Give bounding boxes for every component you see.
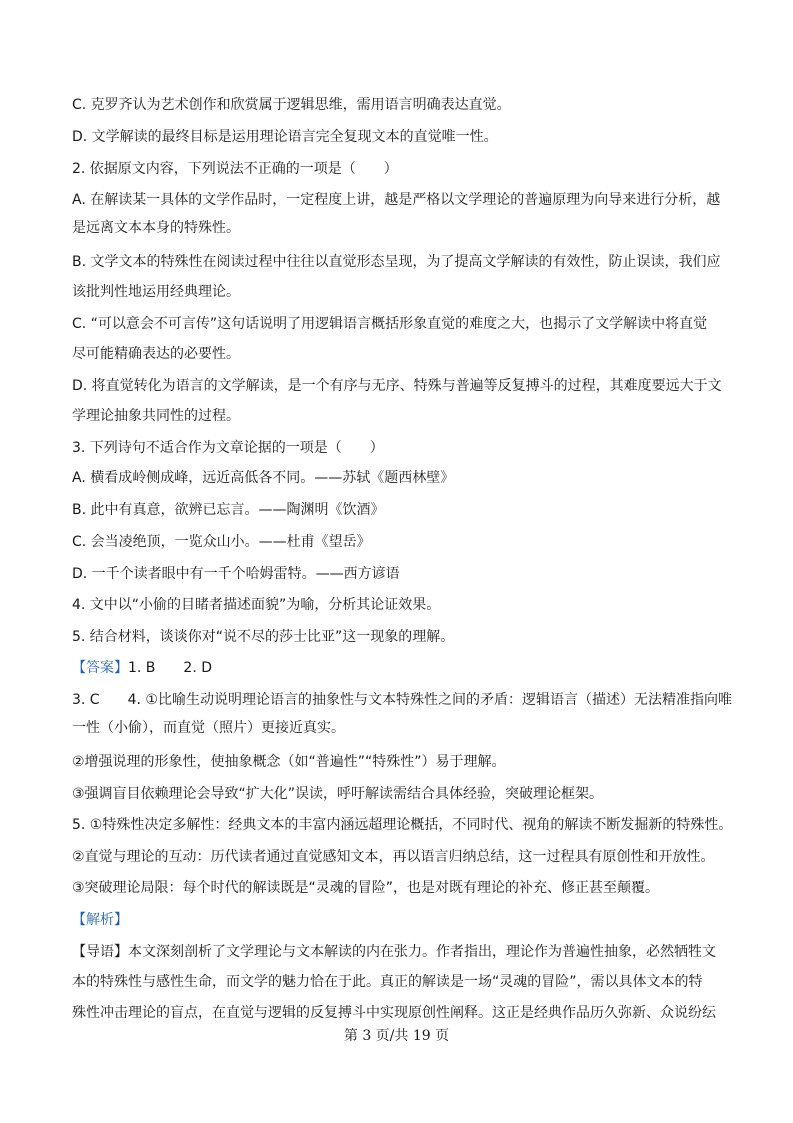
question-4: 4. 文中以“小偷的目睹者描述面貌”为喻，分析其论证效果。 — [72, 597, 441, 613]
option-c-q1: C. 克罗齐认为艺术创作和欣赏属于逻辑思维，需用语言明确表达直觉。 — [72, 97, 511, 113]
option-d-q3: D. 一千个读者眼中有一千个哈姆雷特。——西方谚语 — [72, 566, 400, 582]
question-3: 3. 下列诗句不适合作为文章论据的一项是（ ） — [72, 440, 384, 456]
answer-line-8: ③突破理论局限：每个时代的解读既是“灵魂的冒险”，也是对既有理论的补充、修正甚至颠覆。 — [72, 880, 660, 896]
page-footer: 第 3 页/共 19 页 — [343, 1028, 450, 1044]
option-d-q2-cont: 学理论抽象共同性的过程。 — [72, 408, 240, 424]
answer-1-2: 1. B 2. D — [128, 660, 212, 676]
answer-line-3: 一性（小偷），而直觉（照片）更接近真实。 — [72, 720, 345, 736]
option-b-q2: B. 文学文本的特殊性在阅读过程中往往以直觉形态呈现，为了提高文学解读的有效性，防止误读，我们应 — [72, 254, 721, 270]
option-d-q1: D. 文学解读的最终目标是运用理论语言完全复现文本的直觉唯一性。 — [72, 129, 498, 145]
analysis-tag: 【解析】 — [72, 912, 128, 928]
answer-tag: 【答案】 — [72, 660, 128, 676]
option-d-q2: D. 将直觉转化为语言的文学解读，是一个有序与无序、特殊与普遍等反复搏斗的过程，其难度要远大于文 — [72, 378, 722, 394]
option-b-q3: B. 此中有真意，欲辨已忘言。——陶渊明《饮酒》 — [72, 502, 385, 518]
answer-line-1 — [72, 658, 732, 678]
analysis-text-1: 本文深刻剖析了文学理论与文本解读的内在张力。作者指出，理论作为普遍性抽象，必然牺牲文 — [128, 944, 716, 960]
answer-line-4: ②增强说理的形象性，使抽象概念（如“普遍性”“特殊性”）易于理解。 — [72, 754, 506, 770]
option-a-q3: A. 横看成岭侧成峰，远近高低各不同。——苏轼《题西林壁》 — [72, 470, 455, 486]
question-5: 5. 结合材料，谈谈你对“说不尽的莎士比亚”这一现象的理解。 — [72, 629, 455, 645]
guide-tag: 【导语】 — [72, 944, 128, 960]
analysis-line-2: 本的特殊性与感性生命，而文学的魅力恰在于此。真正的解读是一场“灵魂的冒险”，需以具体文本的特 — [72, 974, 703, 990]
answer-line-7: ②直觉与理论的互动：历代读者通过直觉感知文本，再以语言归纳总结，这一过程具有原创性和开放性。 — [72, 849, 715, 865]
answer-line-2: 3. C 4. ①比喻生动说明理论语言的抽象性与文本特殊性之间的矛盾：逻辑语言（描述）无法精准指向唯 — [72, 692, 732, 708]
answer-line-6: 5. ①特殊性决定多解性：经典文本的丰富内涵远超理论概括，不同时代、视角的解读不断发掘新的特殊性。 — [72, 817, 733, 833]
option-a-q2-cont: 是远离文本本身的特殊性。 — [72, 220, 240, 236]
option-a-q2: A. 在解读某一具体的文学作品时，一定程度上讲，越是严格以文学理论的普遍原理为向导来进行分析，越 — [72, 192, 721, 208]
option-c-q2: C. “可以意会不可言传”这句话说明了用逻辑语言概括形象直觉的难度之大，也揭示了文学解读中将直觉 — [72, 316, 708, 332]
option-c-q2-cont: 尽可能精确表达的必要性。 — [72, 346, 240, 362]
question-2: 2. 依据原文内容，下列说法不正确的一项是（ ） — [72, 161, 398, 177]
option-c-q3: C. 会当凌绝顶，一览众山小。——杜甫《望岳》 — [72, 534, 371, 550]
analysis-heading — [72, 910, 732, 930]
analysis-line-3: 殊性冲击理论的盲点，在直觉与逻辑的反复搏斗中实现原创性阐释。这正是经典作品历久弥新、众说纷纭 — [72, 1005, 716, 1021]
analysis-line-1 — [72, 942, 732, 962]
option-b-q2-cont: 该批判性地运用经典理论。 — [72, 284, 240, 300]
answer-line-5: ③强调盲目依赖理论会导致“扩大化”误读，呼吁解读需结合具体经验，突破理论框架。 — [72, 786, 604, 802]
